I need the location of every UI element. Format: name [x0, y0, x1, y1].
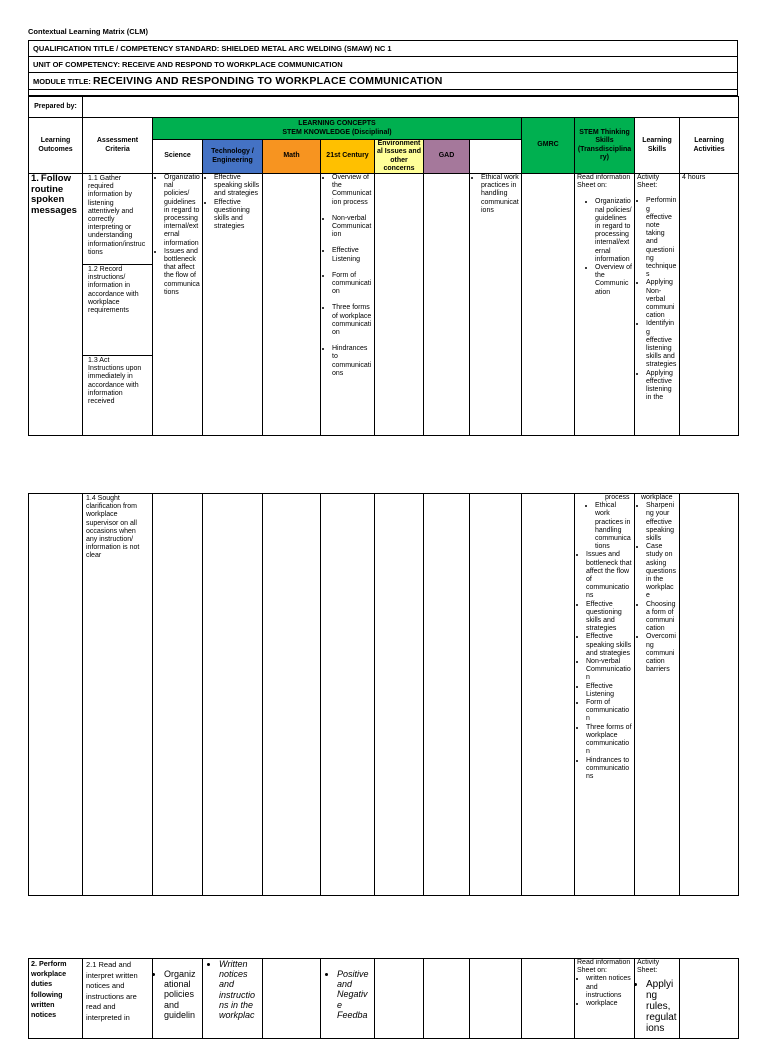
gmrc-cell-1: [470, 174, 522, 436]
ac-1-3: 1.3 Act Instructions upon immediately in accordance with information received: [83, 355, 152, 434]
list-item: • Hindrances to communications: [586, 757, 632, 782]
clm-table-page-1: [28, 96, 739, 436]
list-item: • Ethical work practices in handling communications: [595, 502, 632, 551]
skills-continuation: process: [605, 494, 630, 501]
list-item: • Performing effective note taking and questioning techniques: [646, 197, 677, 279]
learning-activities-cell-2: [635, 959, 680, 1039]
clm-title: Contextual Learning Matrix (CLM): [28, 27, 149, 36]
activities-continuation: workplace: [641, 494, 673, 501]
learning-concepts-header: [153, 118, 522, 140]
list-item: • Three forms of workplace communication: [332, 304, 372, 337]
learning-activities-cell-1: [635, 174, 680, 436]
science-header: Science: [153, 140, 203, 174]
environmental-header: Environmental Issues and other concerns: [375, 140, 424, 174]
environmental-cell-1: [375, 174, 424, 436]
header-spacer: [28, 88, 738, 96]
list-item: • Organizational policies/ guidelines in regard to processing internal/external information: [164, 174, 200, 248]
hours-cell-2: [680, 959, 739, 1039]
list-item: • Overview of the Communication: [595, 264, 632, 297]
clm-table-page-3: [28, 958, 739, 1039]
list-item: • Non-verbal Communication: [586, 658, 632, 683]
activities-intro: Activity Sheet:: [637, 959, 660, 975]
science-cell-2: [153, 959, 203, 1039]
ac-1-4: 1.4 Sought clarification from workplace supervisor on all occasions when any instruction/ information is not clear: [83, 494, 153, 896]
clm-table-page-2: [28, 493, 739, 896]
stem-thinking-cell-2: [522, 959, 575, 1039]
math-cell-1: [263, 174, 321, 436]
list-item: • Issues and bottleneck that affect the flow of communications: [586, 551, 632, 600]
qualification-title: QUALIFICATION TITLE / COMPETENCY STANDARD: SHIELDED METAL ARC WELDING (SMAW) NC 1: [29, 41, 737, 57]
list-item: • Non-verbal Communication: [332, 215, 372, 240]
skills-intro: Read information Sheet on:: [577, 959, 631, 975]
learning-activities-header: Learning Activities: [680, 118, 739, 174]
module-title: RECEIVING AND RESPONDING TO WORKPLACE COMMUNICATION: [93, 75, 443, 87]
activities-intro: Activity Sheet:: [637, 174, 660, 190]
list-item: • Case study on asking questions in the workplace: [646, 543, 677, 600]
stem-thinking-cell-1b: [522, 494, 575, 896]
lo-text: 2. Perform workplace duties following written notices: [31, 959, 67, 1020]
learning-concepts-label: LEARNING CONCEPTS: [298, 120, 376, 128]
assessment-criteria-header: Assessment Criteria: [83, 118, 153, 174]
gmrc-cell-2: [470, 959, 522, 1039]
gad-cell-2: [424, 959, 470, 1039]
list-item: • Effective questioning skills and strategies: [214, 199, 260, 232]
ac-2-1: 2.1 Read and interpret written notices and instructions are read and interpreted in: [83, 959, 153, 1039]
learning-skills-header: Learning Skills: [635, 118, 680, 174]
learning-activities-cell-1b: [635, 494, 680, 896]
list-item: • Organizational policies/ guidelines in regard to processing internal/external information: [595, 198, 632, 264]
ac-1-2: 1.2 Record instructions/ information in accordance with workplace requirements: [83, 264, 152, 355]
list-item: • Issues and bottleneck that affect the flow of communications: [164, 248, 200, 297]
document-header: [28, 40, 738, 90]
learning-skills-cell-1: [575, 174, 635, 436]
learning-outcome-2: [29, 959, 83, 1039]
century21-cell-1: [321, 174, 375, 436]
prepared-by-label: Prepared by:: [29, 97, 83, 118]
gad-header: GAD: [424, 140, 470, 174]
gad-cell-1: [424, 174, 470, 436]
technology-header: Technology / Engineering: [203, 140, 263, 174]
unit-of-competency: UNIT OF COMPETENCY: RECEIVE AND RESPOND TO WORKPLACE COMMUNICATION: [29, 57, 737, 73]
hours-cell-1: 4 hours: [680, 174, 739, 436]
list-item: • written notices and instructions: [586, 975, 632, 1000]
lo-text: Follow routine spoken messages: [31, 173, 77, 216]
science-cell-1: [153, 174, 203, 436]
century21-cell-1b: [321, 494, 375, 896]
century21-header: 21st Century: [321, 140, 375, 174]
list-item: • Positive and Negative Feedba: [337, 969, 372, 1020]
list-item: • Identifying effective listening skills and strategies: [646, 320, 677, 369]
technology-cell-2: [203, 959, 263, 1039]
list-item: • Effective questioning skills and strategies: [586, 601, 632, 634]
list-item: • Effective speaking skills and strategies: [586, 633, 632, 658]
stem-thinking-cell-1: [522, 174, 575, 436]
list-item: • Choosing a form of communication: [646, 601, 677, 634]
list-item: • Applying effective listening in the: [646, 370, 677, 403]
environmental-cell-1b: [375, 494, 424, 896]
list-item: • Overcoming communication barriers: [646, 633, 677, 674]
module-title-label: MODULE TITLE:: [33, 77, 91, 86]
stem-thinking-header: STEM Thinking Skills (Transdisciplinary): [575, 118, 635, 174]
list-item: • Sharpening your effective speaking skills: [646, 502, 677, 543]
math-cell-1b: [263, 494, 321, 896]
learning-outcome-1-cont: [29, 494, 83, 896]
stem-knowledge-label: STEM KNOWLEDGE (Disciplinal): [282, 128, 392, 136]
list-item: • Effective Listening: [332, 247, 372, 263]
list-item: • Applying Non-verbal communication: [646, 279, 677, 320]
list-item: • Applying rules, regulations: [646, 979, 677, 1034]
list-item: • Effective speaking skills and strategies: [214, 174, 260, 199]
gad-cell-1b: [424, 494, 470, 896]
list-item: • Overview of the Communication process: [332, 174, 372, 207]
list-item: • Three forms of workplace communication: [586, 724, 632, 757]
learning-skills-cell-2: [575, 959, 635, 1039]
technology-cell-1b: [203, 494, 263, 896]
learning-skills-cell-1b: [575, 494, 635, 896]
list-item: • workplace: [586, 1000, 632, 1008]
list-item: • Hindrances to communications: [332, 345, 372, 378]
gmrc-cell-1b: [470, 494, 522, 896]
century21-cell-2: [321, 959, 375, 1039]
assessment-criteria-1: [83, 174, 153, 436]
list-item: • Form of communication: [332, 272, 372, 297]
list-item: • Organizational policies and guidelin: [164, 969, 200, 1020]
module-title-row: [29, 73, 737, 89]
math-cell-2: [263, 959, 321, 1039]
learning-outcomes-header: Learning Outcomes: [29, 118, 83, 174]
prepared-by-value: [83, 97, 739, 118]
lo-number: 1.: [31, 173, 39, 184]
math-header: Math: [263, 140, 321, 174]
list-item: • Ethical work practices in handling communications: [481, 174, 519, 215]
list-item: • Written notices and instructions in the workplac: [219, 959, 260, 1020]
gmrc-header: GMRC: [522, 118, 575, 174]
science-cell-1b: [153, 494, 203, 896]
learning-outcome-1: [29, 174, 83, 436]
technology-cell-1: [203, 174, 263, 436]
environmental-cell-2: [375, 959, 424, 1039]
list-item: • Effective Listening: [586, 683, 632, 699]
list-item: • Form of communication: [586, 699, 632, 724]
skills-intro: Read information Sheet on:: [577, 174, 631, 190]
ac-1-1: 1.1 Gather required information by listening attentively and correctly interpreting or understanding information/instructions: [88, 175, 146, 256]
hours-cell-1b: [680, 494, 739, 896]
